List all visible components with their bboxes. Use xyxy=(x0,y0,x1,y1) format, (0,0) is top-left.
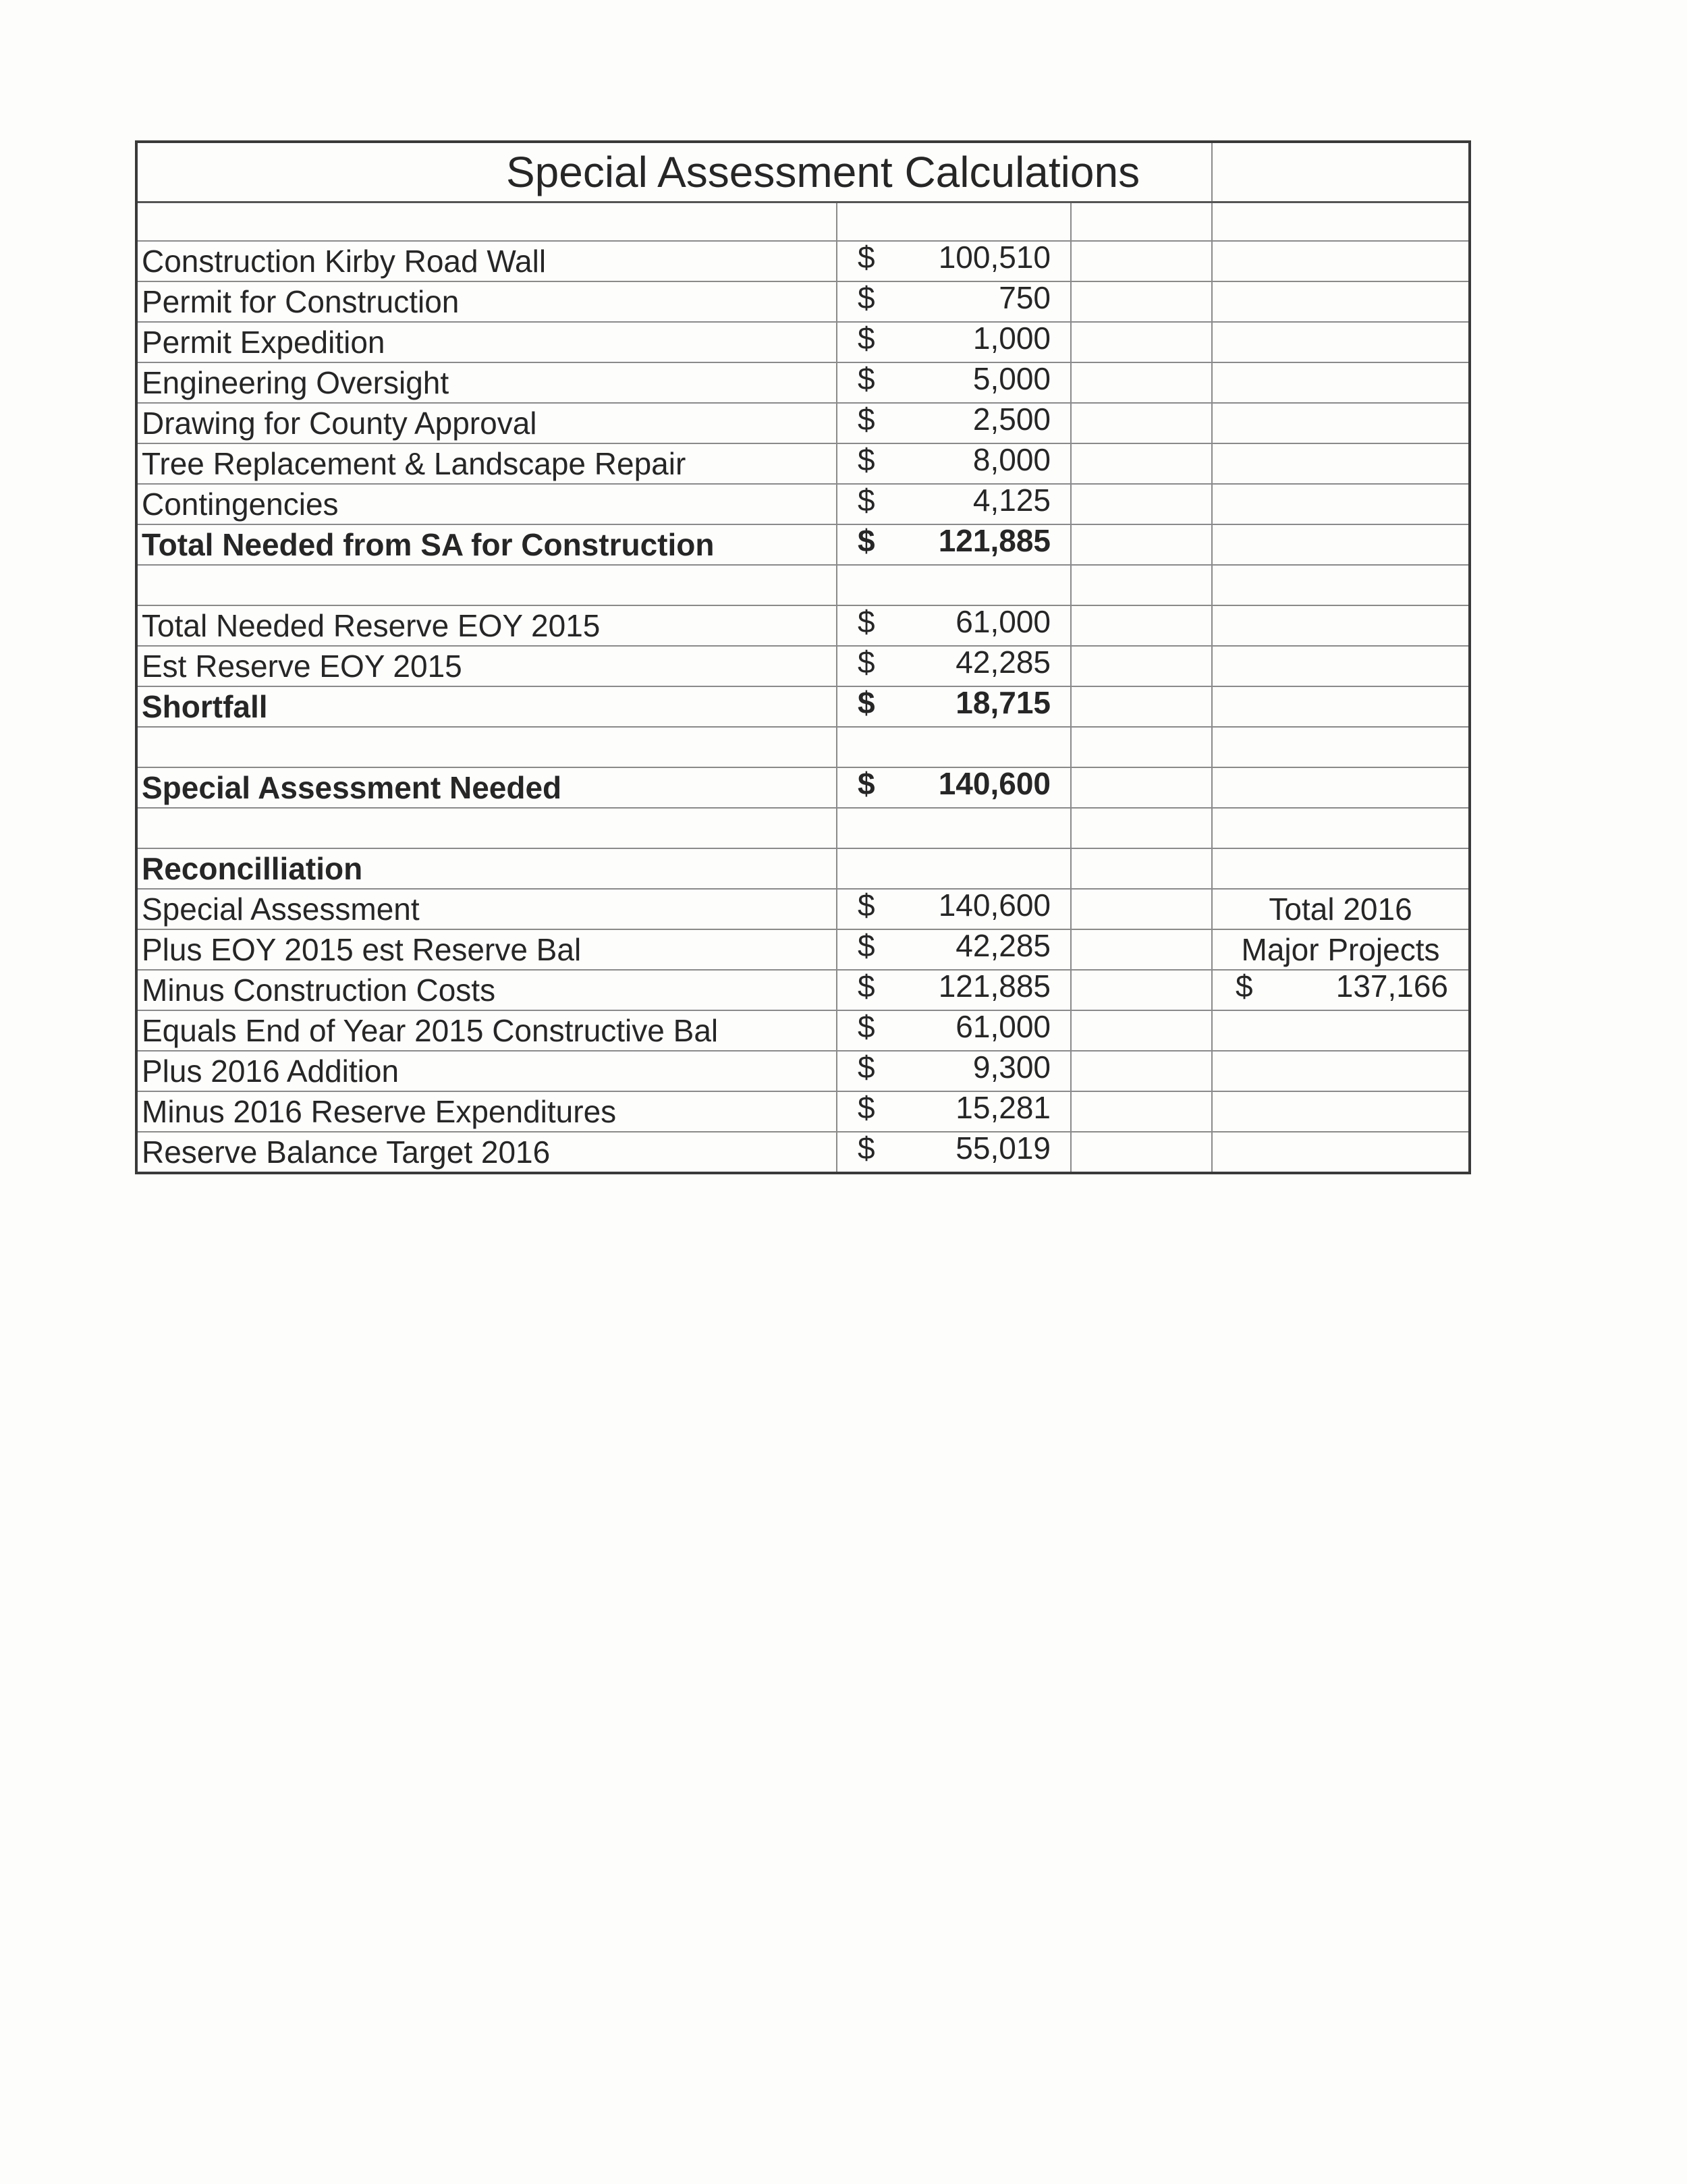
row-label xyxy=(136,565,837,605)
table-row xyxy=(136,1091,1470,1132)
row-label-text: Plus 2016 Addition xyxy=(142,1054,399,1089)
currency-symbol: $ xyxy=(858,362,875,396)
side-note-amount xyxy=(1212,970,1470,1010)
amount-value: 9,300 xyxy=(972,1051,1051,1085)
row-amount xyxy=(837,686,1071,727)
table-row xyxy=(136,484,1470,524)
side-note-line1 xyxy=(1212,889,1470,929)
table-row xyxy=(136,889,1470,929)
amount-value: 140,600 xyxy=(938,767,1051,801)
row-label-text: Minus Construction Costs xyxy=(142,973,496,1008)
row-amount xyxy=(837,848,1071,889)
blank-row xyxy=(136,565,1470,605)
row-amount xyxy=(837,1091,1071,1132)
row-amount xyxy=(837,362,1071,403)
table-row xyxy=(136,443,1470,484)
empty-cell xyxy=(1071,889,1212,929)
empty-cell xyxy=(1071,281,1212,322)
empty-cell xyxy=(1212,524,1470,565)
amount-value: 61,000 xyxy=(956,605,1051,639)
empty-cell xyxy=(1071,1091,1212,1132)
row-label-text: Permit Expedition xyxy=(142,325,385,360)
row-amount xyxy=(837,322,1071,362)
empty-cell xyxy=(1212,281,1470,322)
currency-symbol: $ xyxy=(858,281,875,315)
row-amount xyxy=(837,241,1071,281)
amount-value: 140,600 xyxy=(938,889,1051,923)
table-row xyxy=(136,646,1470,686)
empty-cell xyxy=(1071,1132,1212,1173)
row-label xyxy=(136,403,837,443)
currency-symbol: $ xyxy=(858,484,875,518)
table-row xyxy=(136,524,1470,565)
row-label-text: Special Assessment xyxy=(142,892,420,927)
currency-symbol: $ xyxy=(858,1051,875,1085)
empty-cell xyxy=(1071,362,1212,403)
empty-cell xyxy=(1071,767,1212,808)
empty-cell xyxy=(1071,929,1212,970)
empty-cell xyxy=(1071,202,1212,242)
row-label-text: Tree Replacement & Landscape Repair xyxy=(142,446,686,481)
row-amount xyxy=(837,929,1071,970)
blank-row xyxy=(136,202,1470,242)
currency-symbol: $ xyxy=(858,686,875,720)
empty-cell xyxy=(1212,646,1470,686)
amount-value: 55,019 xyxy=(956,1132,1051,1166)
row-amount xyxy=(837,484,1071,524)
amount-value: 121,885 xyxy=(938,524,1051,558)
currency-symbol: $ xyxy=(858,322,875,356)
empty-cell xyxy=(1071,241,1212,281)
row-label xyxy=(136,646,837,686)
row-amount xyxy=(837,727,1071,767)
row-label xyxy=(136,970,837,1010)
table-row xyxy=(136,929,1470,970)
empty-cell xyxy=(1071,605,1212,646)
row-label-text: Reconcilliation xyxy=(142,851,363,886)
empty-cell xyxy=(1212,322,1470,362)
amount-value: 121,885 xyxy=(938,970,1051,1004)
blank-row xyxy=(136,808,1470,848)
row-label xyxy=(136,767,837,808)
row-amount xyxy=(837,646,1071,686)
table-row xyxy=(136,605,1470,646)
row-label xyxy=(136,484,837,524)
title-row xyxy=(136,142,1470,202)
row-amount xyxy=(837,443,1071,484)
empty-cell xyxy=(1212,848,1470,889)
empty-cell xyxy=(1212,808,1470,848)
row-label-text: Total Needed from SA for Construction xyxy=(142,527,715,562)
empty-cell xyxy=(1071,443,1212,484)
empty-cell xyxy=(1212,241,1470,281)
row-label xyxy=(136,1132,837,1173)
empty-cell xyxy=(1071,565,1212,605)
row-label xyxy=(136,1010,837,1051)
amount-value: 5,000 xyxy=(972,362,1051,396)
empty-cell xyxy=(837,202,1071,242)
row-label-text: Shortfall xyxy=(142,689,268,724)
row-amount xyxy=(837,605,1071,646)
empty-cell xyxy=(1212,142,1470,202)
row-amount xyxy=(837,565,1071,605)
table-row xyxy=(136,970,1470,1010)
currency-symbol: $ xyxy=(858,889,875,923)
table-row xyxy=(136,1051,1470,1091)
currency-symbol: $ xyxy=(858,1091,875,1125)
row-label xyxy=(136,727,837,767)
row-label-text: Equals End of Year 2015 Constructive Bal xyxy=(142,1013,719,1048)
empty-cell xyxy=(136,202,837,242)
amount-value: 61,000 xyxy=(956,1010,1051,1044)
row-label-text: Contingencies xyxy=(142,487,339,522)
currency-symbol: $ xyxy=(1236,970,1253,1004)
sheet-title: Special Assessment Calculations xyxy=(136,142,1212,202)
empty-cell xyxy=(1071,484,1212,524)
row-label xyxy=(136,241,837,281)
row-label-text: Permit for Construction xyxy=(142,284,460,319)
empty-cell xyxy=(1212,362,1470,403)
currency-symbol: $ xyxy=(858,1132,875,1166)
row-label xyxy=(136,808,837,848)
currency-symbol: $ xyxy=(858,767,875,801)
row-label xyxy=(136,322,837,362)
row-label-text: Drawing for County Approval xyxy=(142,406,537,441)
row-amount xyxy=(837,1132,1071,1173)
empty-cell xyxy=(1071,524,1212,565)
currency-symbol: $ xyxy=(858,929,875,963)
empty-cell xyxy=(1212,767,1470,808)
row-label xyxy=(136,281,837,322)
empty-cell xyxy=(1071,322,1212,362)
amount-value: 100,510 xyxy=(938,241,1051,275)
row-amount xyxy=(837,767,1071,808)
empty-cell xyxy=(1212,1132,1470,1173)
amount-value: 2,500 xyxy=(972,403,1051,437)
currency-symbol: $ xyxy=(858,646,875,680)
table-row xyxy=(136,281,1470,322)
amount-value: 4,125 xyxy=(972,484,1051,518)
row-label xyxy=(136,605,837,646)
currency-symbol: $ xyxy=(858,403,875,437)
row-amount xyxy=(837,1051,1071,1091)
row-amount xyxy=(837,1010,1071,1051)
empty-cell xyxy=(1212,443,1470,484)
special-assessment-table xyxy=(135,140,1471,1174)
row-label-text: Total Needed Reserve EOY 2015 xyxy=(142,608,601,643)
empty-cell xyxy=(1212,686,1470,727)
table-row xyxy=(136,848,1470,889)
row-label-text: Engineering Oversight xyxy=(142,365,449,400)
row-label-text: Special Assessment Needed xyxy=(142,770,562,805)
empty-cell xyxy=(1071,727,1212,767)
side-note-value: 137,166 xyxy=(1335,970,1449,1004)
table-row xyxy=(136,403,1470,443)
amount-value: 750 xyxy=(999,281,1051,315)
row-label-text: Plus EOY 2015 est Reserve Bal xyxy=(142,932,582,967)
empty-cell xyxy=(1212,1051,1470,1091)
table-row xyxy=(136,322,1470,362)
blank-row xyxy=(136,727,1470,767)
amount-value: 42,285 xyxy=(956,646,1051,680)
row-label xyxy=(136,929,837,970)
table-row xyxy=(136,686,1470,727)
empty-cell xyxy=(1071,848,1212,889)
row-label xyxy=(136,362,837,403)
empty-cell xyxy=(1212,1010,1470,1051)
amount-value: 8,000 xyxy=(972,443,1051,477)
row-label xyxy=(136,443,837,484)
side-note-line2 xyxy=(1212,929,1470,970)
empty-cell xyxy=(1071,808,1212,848)
empty-cell xyxy=(1212,565,1470,605)
row-label xyxy=(136,848,837,889)
empty-cell xyxy=(1071,1051,1212,1091)
table-row xyxy=(136,767,1470,808)
empty-cell xyxy=(1212,605,1470,646)
empty-cell xyxy=(1071,403,1212,443)
row-label xyxy=(136,889,837,929)
amount-value: 18,715 xyxy=(956,686,1051,720)
currency-symbol: $ xyxy=(858,970,875,1004)
row-label-text: Est Reserve EOY 2015 xyxy=(142,649,462,684)
empty-cell xyxy=(1212,202,1470,242)
table-row xyxy=(136,362,1470,403)
row-label xyxy=(136,686,837,727)
side-note-text: Total 2016 xyxy=(1269,892,1412,927)
side-note-text: Major Projects xyxy=(1241,932,1440,967)
row-label xyxy=(136,1051,837,1091)
empty-cell xyxy=(1212,1091,1470,1132)
row-label xyxy=(136,524,837,565)
empty-cell xyxy=(1212,484,1470,524)
empty-cell xyxy=(1071,1010,1212,1051)
currency-symbol: $ xyxy=(858,1010,875,1044)
table-row xyxy=(136,1132,1470,1173)
empty-cell xyxy=(1071,686,1212,727)
empty-cell xyxy=(1071,970,1212,1010)
table-row xyxy=(136,1010,1470,1051)
amount-value: 15,281 xyxy=(956,1091,1051,1125)
currency-symbol: $ xyxy=(858,241,875,275)
row-amount xyxy=(837,403,1071,443)
row-amount xyxy=(837,808,1071,848)
row-amount xyxy=(837,889,1071,929)
empty-cell xyxy=(1212,727,1470,767)
row-amount xyxy=(837,281,1071,322)
row-label-text: Minus 2016 Reserve Expenditures xyxy=(142,1094,617,1129)
row-label-text: Reserve Balance Target 2016 xyxy=(142,1135,551,1170)
row-label-text: Construction Kirby Road Wall xyxy=(142,244,547,279)
currency-symbol: $ xyxy=(858,605,875,639)
currency-symbol: $ xyxy=(858,443,875,477)
currency-symbol: $ xyxy=(858,524,875,558)
amount-value: 42,285 xyxy=(956,929,1051,963)
row-amount xyxy=(837,970,1071,1010)
empty-cell xyxy=(1071,646,1212,686)
table-row xyxy=(136,241,1470,281)
row-label xyxy=(136,1091,837,1132)
row-amount xyxy=(837,524,1071,565)
amount-value: 1,000 xyxy=(972,322,1051,356)
empty-cell xyxy=(1212,403,1470,443)
